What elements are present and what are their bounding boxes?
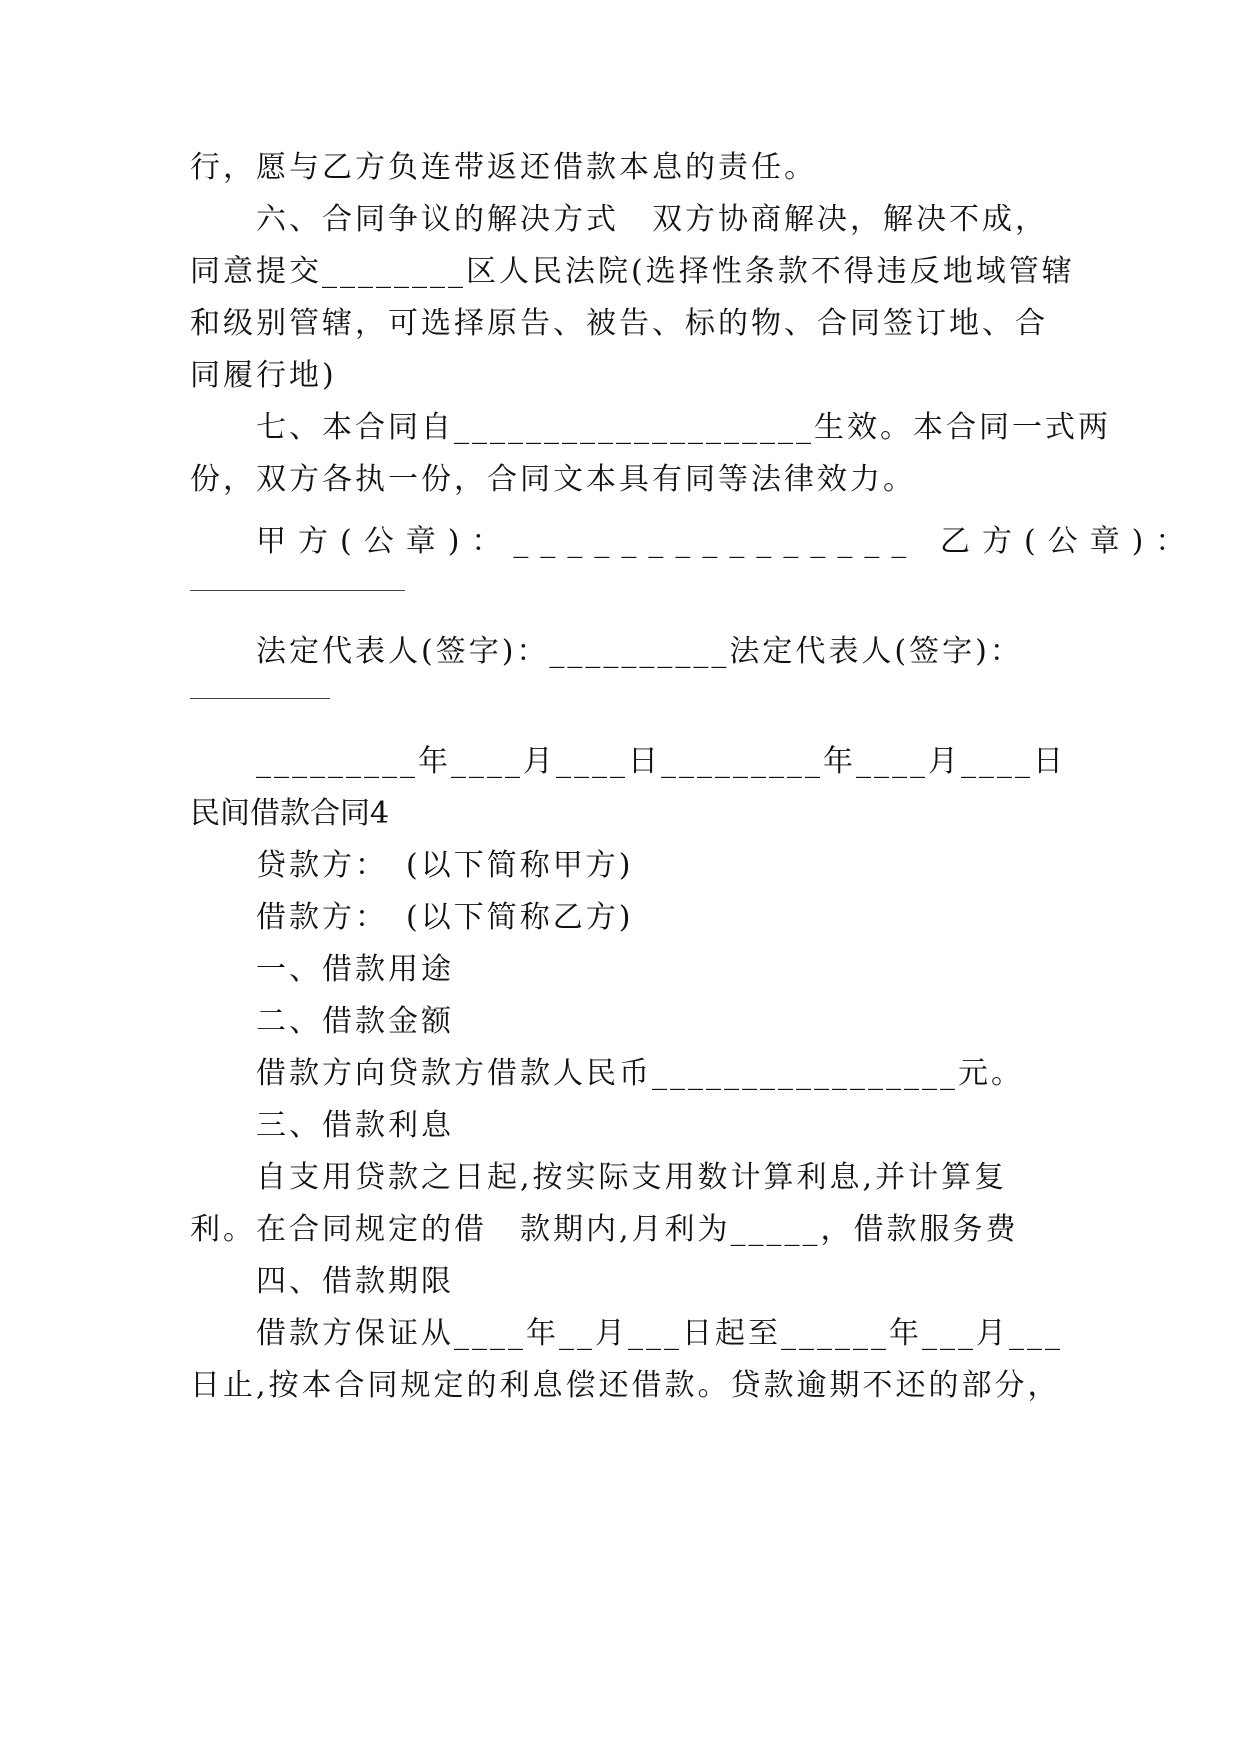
- clause-4-heading: 四、借款期限: [256, 1264, 454, 1299]
- date-line: _________年____月____日_________年____月____日: [256, 744, 1066, 779]
- legal-rep-signature-line: 法定代表人(签字)：__________法定代表人(签字)：: [256, 634, 1023, 669]
- lender-line: 贷款方： (以下简称甲方): [256, 848, 634, 883]
- text-line: 份，双方各执一份，合同文本具有同等法律效力。: [190, 462, 916, 497]
- section-heading: 民间借款合同4: [190, 796, 390, 831]
- signature-blank-legal-rep-b: [190, 698, 330, 699]
- text-line: 同意提交________区人民法院(选择性条款不得违反地域管辖: [190, 254, 1075, 289]
- borrower-line: 借款方： (以下简称乙方): [256, 900, 634, 935]
- loan-term-line: 日止,按本合同规定的利息偿还借款。贷款逾期不还的部分，: [190, 1368, 1061, 1403]
- interest-text-line: 自支用贷款之日起,按实际支用数计算利息,并计算复: [256, 1160, 1008, 1195]
- text-line: 和级别管辖，可选择原告、被告、标的物、合同签订地、合: [190, 306, 1048, 341]
- interest-text-line: 利。在合同规定的借 款期内,月利为_____，借款服务费: [190, 1212, 1019, 1247]
- text-line: 行，愿与乙方负连带返还借款本息的责任。: [190, 150, 817, 185]
- signature-blank-party-b-seal: [190, 590, 405, 591]
- loan-term-line: 借款方保证从____年__月___日起至______年___月___: [256, 1316, 1063, 1351]
- loan-amount-line: 借款方向贷款方借款人民币_________________元。: [256, 1056, 1024, 1091]
- clause-1-heading: 一、借款用途: [256, 952, 454, 987]
- clause-7: 七、本合同自____________________生效。本合同一式两: [256, 410, 1111, 445]
- text-line: 同履行地): [190, 358, 337, 393]
- clause-6-heading: 六、合同争议的解决方式 双方协商解决，解决不成，: [256, 202, 1048, 237]
- clause-2-heading: 二、借款金额: [256, 1004, 454, 1039]
- clause-3-heading: 三、借款利息: [256, 1108, 454, 1143]
- party-seal-line: 甲方(公章)：_______________ 乙方(公章)：: [256, 524, 1198, 559]
